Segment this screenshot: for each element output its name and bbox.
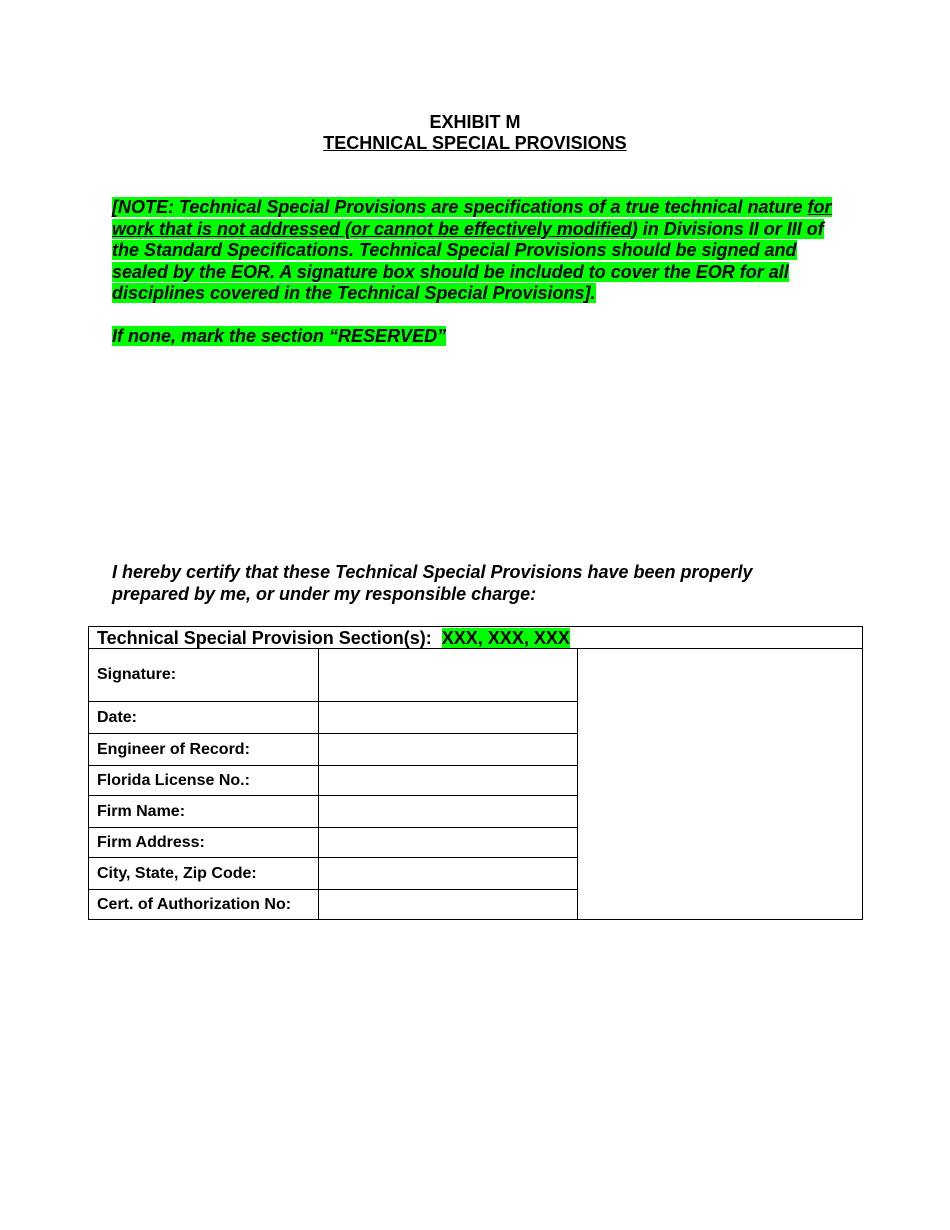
note-text-underlined: for work that is not addressed (or cannot be effectively modified [112,197,832,239]
section-value: XXX, XXX, XXX [441,627,570,648]
cert-authorization-label: Cert. of Authorization No: [89,890,319,920]
license-label: Florida License No.: [89,766,319,796]
section-label: Technical Special Provision Section(s): [97,627,432,648]
engineer-label: Engineer of Record: [89,734,319,766]
city-state-zip-label: City, State, Zip Code: [89,858,319,890]
editor-note [112,197,842,305]
reserved-instruction [112,326,446,348]
table-row [89,649,863,702]
engineer-field[interactable] [319,734,578,766]
signature-field[interactable] [319,649,578,702]
firm-name-label: Firm Name: [89,796,319,828]
license-field[interactable] [319,766,578,796]
note-text-open: [NOTE: Technical Special Provisions are specifications of a true technical nature [112,197,808,217]
section-title: TECHNICAL SPECIAL PROVISIONS [323,133,627,153]
firm-address-label: Firm Address: [89,828,319,858]
section-header-cell [89,627,863,649]
date-field[interactable] [319,702,578,734]
certification-statement: I hereby certify that these Technical Special Provisions have been properly prepared by me, or under my responsible charge: [112,562,753,604]
date-label: Date: [89,702,319,734]
city-state-zip-field[interactable] [319,858,578,890]
exhibit-label: EXHIBIT M [429,112,521,132]
firm-address-field[interactable] [319,828,578,858]
reserved-text: If none, mark the section “RESERVED” [112,326,447,346]
seal-box [578,649,863,920]
cert-authorization-field[interactable] [319,890,578,920]
note-text-rest: ) in Divisions II or III of the Standard Specifications. Technical Special Provisions should be signed and sealed by the EOR. A signature box should be included to cover the EOR for all disciplines covered in the Technical Special Provisions]. [112,218,824,303]
signature-table [88,626,863,920]
section-header-row [89,627,863,649]
signature-label: Signature: [89,649,319,702]
firm-name-field[interactable] [319,796,578,828]
document-title [0,112,950,154]
